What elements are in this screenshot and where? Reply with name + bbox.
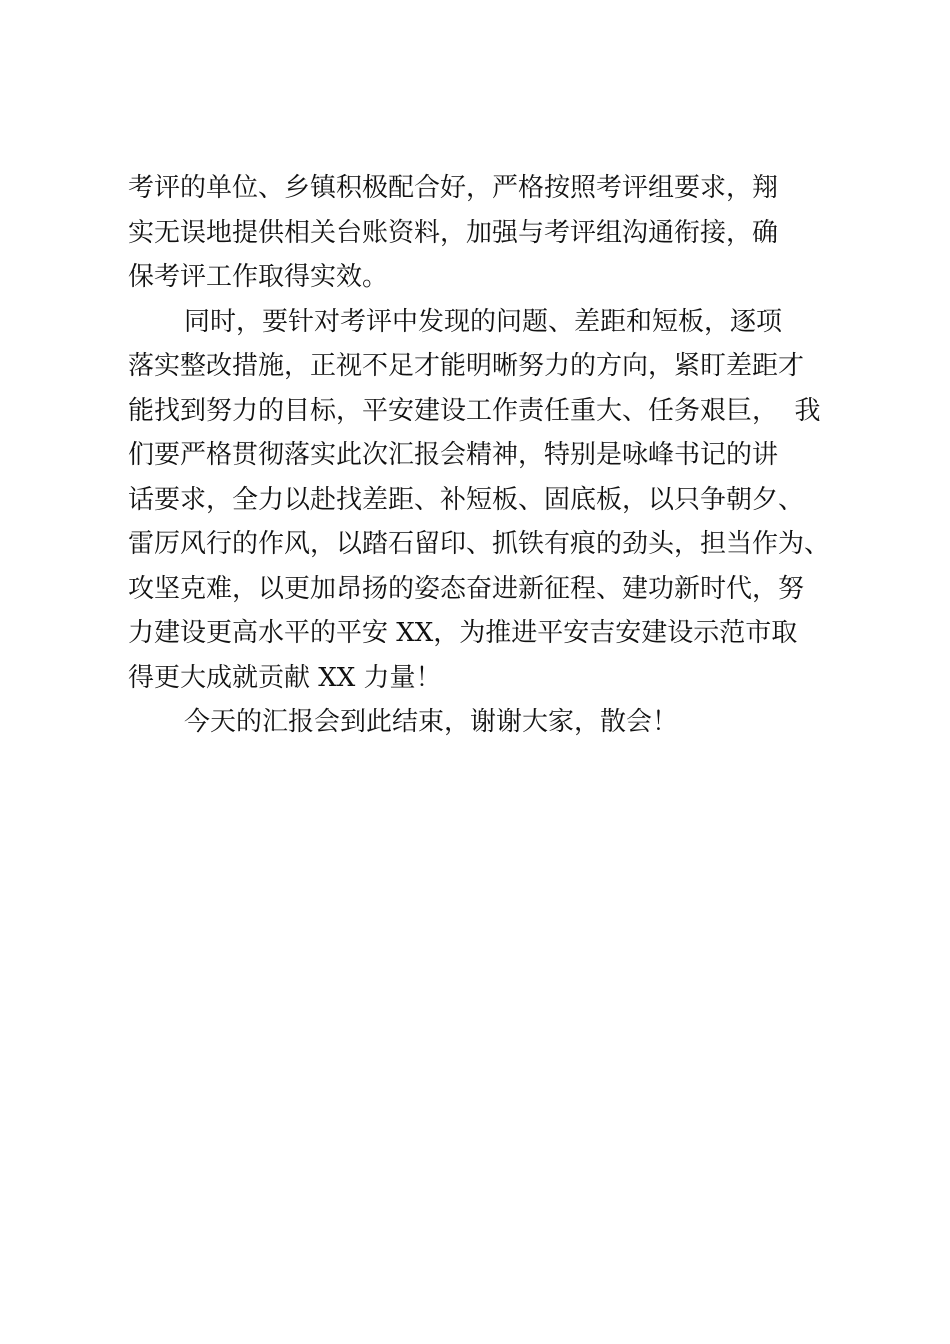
closing-line: 今天的汇报会到此结束，谢谢大家，散会！ (184, 707, 679, 737)
text-line-6: 能找到努力的目标，平安建设工作责任重大、任务艰巨， 我 (128, 395, 821, 426)
text-line-3: 保考评工作取得实效。 (128, 262, 389, 292)
text-line-1: 考评的单位、乡镇积极配合好，严格按照考评组要求，翔 (128, 173, 779, 203)
text-line-2: 实无误地提供相关台账资料，加强与考评组沟通衔接，确 (128, 217, 779, 248)
text-line-10: 攻坚克难，以更加昂扬的姿态奋进新征程、建功新时代，努 (128, 573, 805, 604)
text-line-8: 话要求，全力以赴找差距、补短板、固底板，以只争朝夕、 (128, 484, 805, 515)
text-line-5: 落实整改措施，正视不足才能明晰努力的方向，紧盯差距才 (128, 351, 805, 381)
text-line-11: 力建设更高水平的平安 XX，为推进平安吉安建设示范市取 (128, 618, 798, 648)
text-line-7: 们要严格贯彻落实此次汇报会精神，特别是咏峰书记的讲 (128, 440, 779, 470)
text-line-12: 得更大成就贡献 XX 力量！ (128, 662, 442, 693)
text-line-9: 雷厉风行的作风，以踏石留印、抓铁有痕的劲头，担当作为、 (128, 529, 831, 559)
document-body (128, 166, 868, 745)
paragraph-2-first-line: 同时，要针对考评中发现的问题、差距和短板，逐项 (184, 306, 783, 337)
